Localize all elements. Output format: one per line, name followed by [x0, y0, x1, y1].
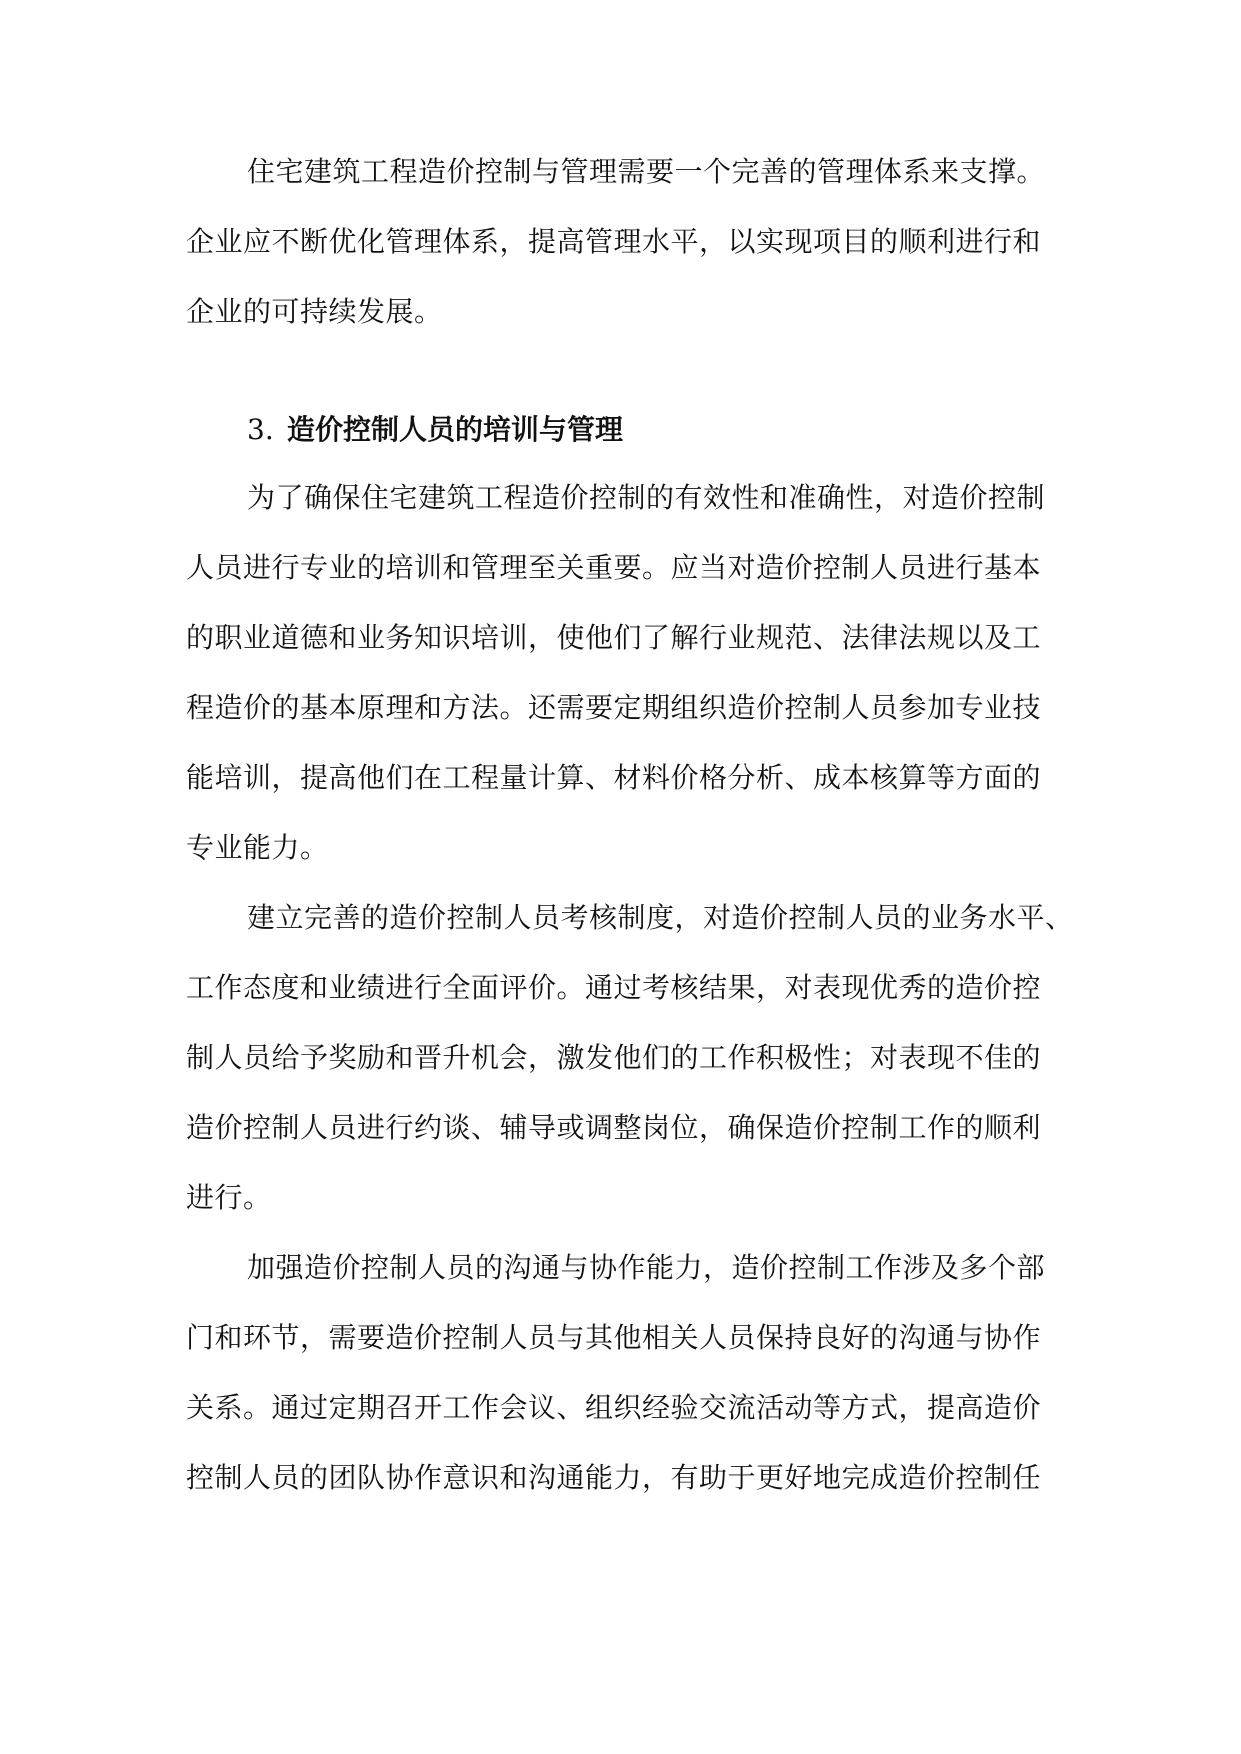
paragraph-line: 住宅建筑工程造价控制与管理需要一个完善的管理体系来支撑。 [247, 155, 1046, 188]
paragraph-line: 企业的可持续发展。 [186, 295, 443, 328]
section-heading [247, 410, 623, 450]
paragraph-line: 门和环节，需要造价控制人员与其他相关人员保持良好的沟通与协作 [186, 1321, 1042, 1354]
paragraph-line: 人员进行专业的培训和管理至关重要。应当对造价控制人员进行基本 [186, 551, 1042, 584]
paragraph-line: 专业能力。 [186, 831, 329, 864]
paragraph-line: 进行。 [186, 1181, 272, 1214]
paragraph-line: 企业应不断优化管理体系，提高管理水平，以实现项目的顺利进行和 [186, 225, 1042, 258]
section-title: 造价控制人员的培训与管理 [287, 413, 624, 446]
paragraph-line: 关系。通过定期召开工作会议、组织经验交流活动等方式，提高造价 [186, 1391, 1042, 1424]
paragraph-line: 建立完善的造价控制人员考核制度，对造价控制人员的业务水平、 [247, 901, 1074, 934]
paragraph-line: 的职业道德和业务知识培训，使他们了解行业规范、法律法规以及工 [186, 621, 1042, 654]
section-number: 3. [247, 413, 274, 446]
paragraph-line: 工作态度和业绩进行全面评价。通过考核结果，对表现优秀的造价控 [186, 971, 1042, 1004]
paragraph-line: 造价控制人员进行约谈、辅导或调整岗位，确保造价控制工作的顺利 [186, 1111, 1042, 1144]
paragraph-line: 制人员给予奖励和晋升机会，激发他们的工作积极性；对表现不佳的 [186, 1041, 1042, 1074]
paragraph-line: 能培训，提高他们在工程量计算、材料价格分析、成本核算等方面的 [186, 761, 1042, 794]
paragraph-line: 程造价的基本原理和方法。还需要定期组织造价控制人员参加专业技 [186, 691, 1042, 724]
paragraph-line: 为了确保住宅建筑工程造价控制的有效性和准确性，对造价控制 [247, 481, 1046, 514]
paragraph-line: 加强造价控制人员的沟通与协作能力，造价控制工作涉及多个部 [247, 1251, 1046, 1284]
paragraph-line: 控制人员的团队协作意识和沟通能力，有助于更好地完成造价控制任 [186, 1461, 1042, 1494]
